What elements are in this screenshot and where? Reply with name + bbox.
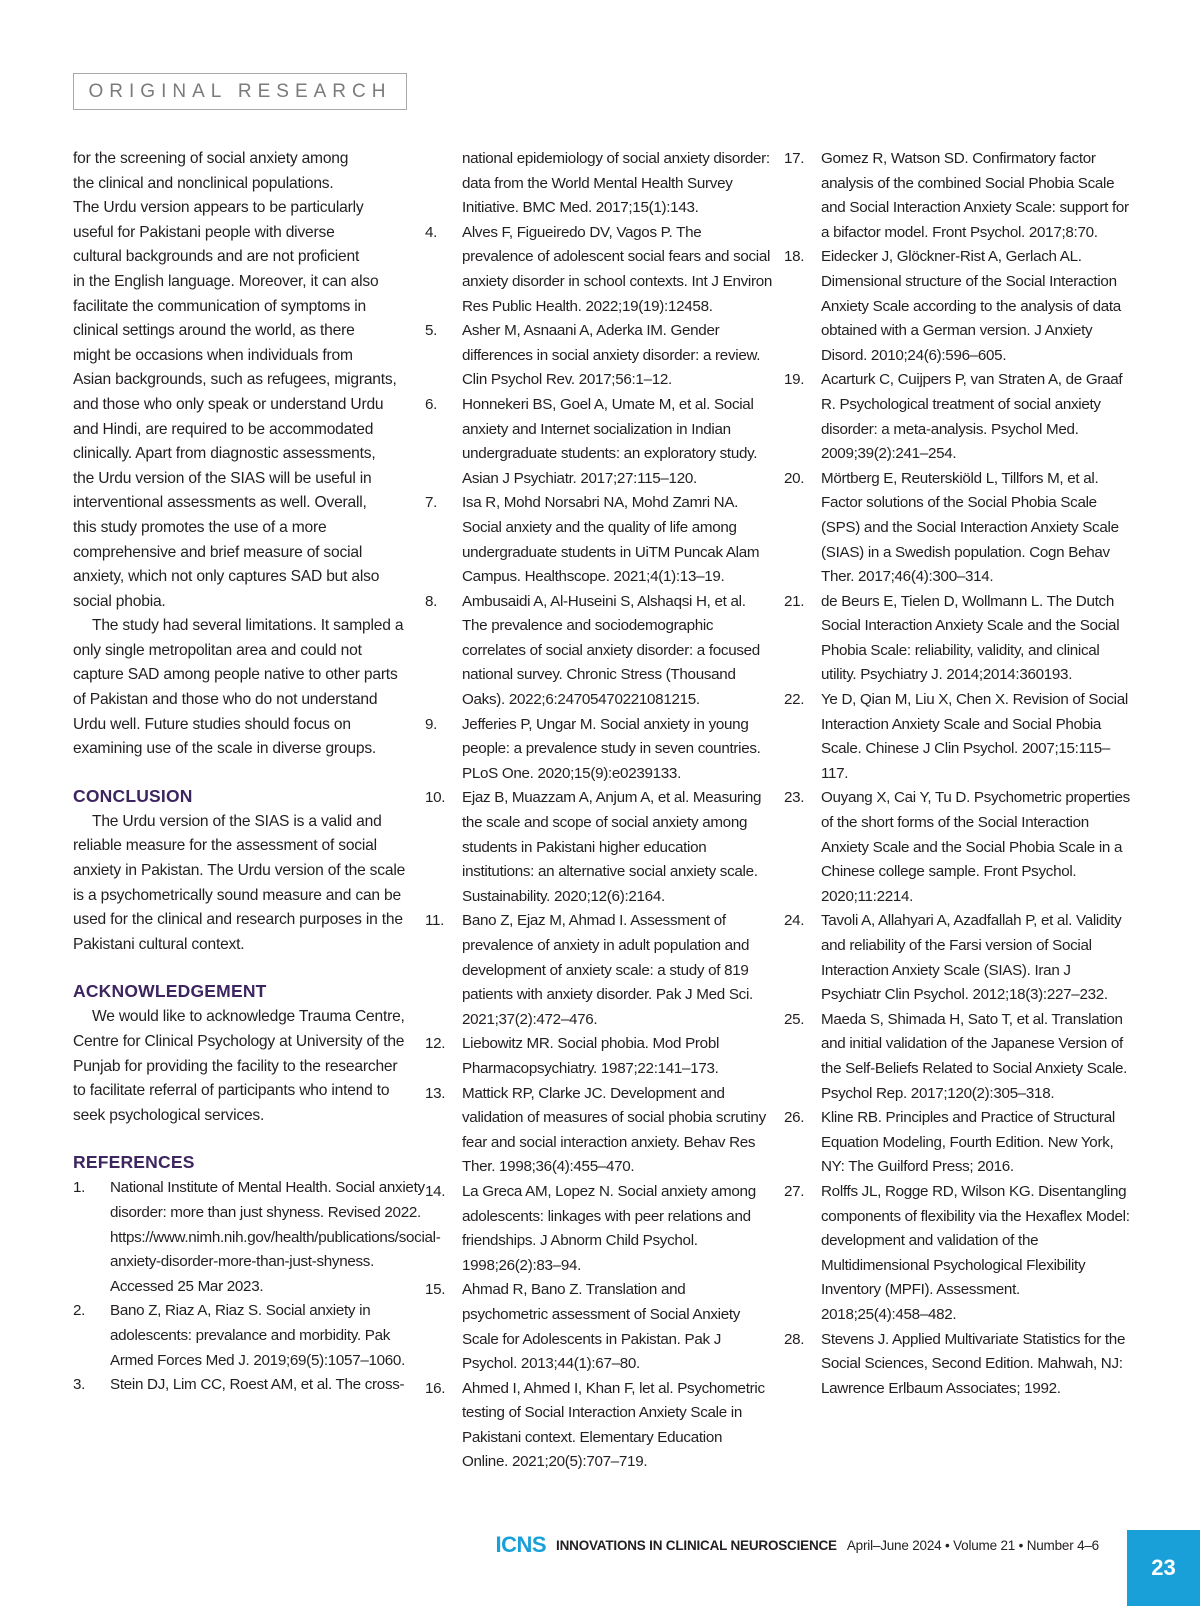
reference-text: National Institute of Mental Health. Social anxiety disorder: more than just shyness. Revised 2022. https://www.nimh.nih.gov/health/publications/social-anxiety-disorder-more-than-just-shyness. Accessed 25 Mar 2023.: [110, 1179, 441, 1295]
reference-number: 3.: [73, 1376, 86, 1394]
reference-text: La Greca AM, Lopez N. Social anxiety among adolescents: linkages with peer relations and friendships. J Abnorm Child Psychol. 1998;26(2):83–94.: [462, 1182, 756, 1274]
conclusion-paragraph: The Urdu version of the SIAS is a valid and reliable measure for the assessment of social anxiety in Pakistan. The Urdu version of the scale is a psychometrically sound measure and can be used for the clinical and research purposes in the Pakistani cultural context.: [73, 812, 406, 953]
limitations-paragraph: The study had several limitations. It sampled a only single metropolitan area and could not capture SAD among people native to other parts of Pakistan and those who do not understand Urdu well. Future studies should focus on examining use of the scale in diverse groups.: [73, 617, 404, 758]
reference-item: [425, 713, 772, 787]
reference-number: 13.: [425, 1084, 446, 1102]
section-label: ORIGINAL RESEARCH: [73, 73, 407, 110]
reference-number: 23.: [784, 789, 805, 807]
reference-text: Maeda S, Shimada H, Sato T, et al. Translation and initial validation of the Japanese Version of the Self-Beliefs Related to Social Anxiety Scale. Psychol Rep. 2017;120(2):305–318.: [821, 1010, 1128, 1102]
journal-name: INNOVATIONS IN CLINICAL NEUROSCIENCE: [556, 1537, 837, 1553]
reference-text: Gomez R, Watson SD. Confirmatory factor analysis of the combined Social Phobia Scale and Social Interaction Anxiety Scale: support for a bifactor model. Front Psychol. 2017;8:70.: [821, 150, 1129, 241]
reference-text: Alves F, Figueiredo DV, Vagos P. The prevalence of adolescent social fears and social anxiety disorder in school contexts. Int J Environ Res Public Health. 2022;19(19):12458.: [462, 223, 773, 315]
reference-number: 24.: [784, 912, 805, 930]
reference-text: Jefferies P, Ungar M. Social anxiety in young people: a prevalence study in seven countries. PLoS One. 2020;15(9):e0239133.: [462, 715, 761, 782]
reference-number: 6.: [425, 395, 438, 413]
reference-text: Stevens J. Applied Multivariate Statistics for the Social Sciences, Second Edition. Mahwah, NJ: Lawrence Erlbaum Associates; 1992.: [821, 1330, 1126, 1397]
reference-item: [425, 1180, 772, 1278]
reference-item: [425, 393, 772, 491]
reference-item: [784, 1106, 1130, 1180]
reference-number: 7.: [425, 494, 438, 512]
reference-number: 16.: [425, 1379, 446, 1397]
reference-text: Liebowitz MR. Social phobia. Mod Probl Pharmacopsychiatry. 1987;22:141–173.: [462, 1035, 720, 1077]
reference-number: 9.: [425, 715, 438, 733]
reference-text: Ouyang X, Cai Y, Tu D. Psychometric properties of the short forms of the Social Interaction Anxiety Scale and the Social Phobia Scale in a Chinese college sample. Front Psychol. 2020;11:2214.: [821, 789, 1130, 905]
reference-item: [784, 368, 1130, 466]
reference-text: national epidemiology of social anxiety disorder: data from the World Mental Health Survey Initiative. BMC Med. 2017;15(1):143.: [462, 150, 770, 217]
reference-text: Acarturk C, Cuijpers P, van Straten A, de Graaf R. Psychological treatment of social anxiety disorder: a meta-analysis. Psychol Med. 2009;39(2):241–254.: [821, 371, 1123, 463]
reference-number: 15.: [425, 1281, 446, 1299]
reference-number: 11.: [425, 912, 445, 930]
reference-item: [425, 786, 772, 909]
reference-number: 5.: [425, 322, 438, 340]
reference-item: [784, 467, 1130, 590]
conclusion-heading: CONCLUSION: [73, 785, 193, 806]
reference-text: Asher M, Asnaani A, Aderka IM. Gender differences in social anxiety disorder: a review. Clin Psychol Rev. 2017;56:1–12.: [462, 322, 761, 389]
reference-text: Ejaz B, Muazzam A, Anjum A, et al. Measuring the scale and scope of social anxiety among students in Pakistani higher education institutions: an alternative social anxiety scale. Sustainability. 2020;12(6):2164.: [462, 789, 762, 905]
reference-item: [73, 1299, 407, 1373]
reference-text: Mörtberg E, Reuterskiöld L, Tillfors M, et al. Factor solutions of the Social Phobia Scale (SPS) and the Social Interaction Anxiety Scale (SIAS) in a Swedish population. Cogn Behav Ther. 2017;46(4):300–314.: [821, 469, 1119, 586]
acknowledgement-heading: ACKNOWLEDGEMENT: [73, 981, 267, 1002]
reference-number: 18.: [784, 248, 805, 266]
reference-text: Ahmed I, Ahmed I, Khan F, let al. Psychometric testing of Social Interaction Anxiety Scale in Pakistani context. Elementary Education Online. 2021;20(5):707–719.: [462, 1379, 765, 1471]
reference-text: Ye D, Qian M, Liu X, Chen X. Revision of Social Interaction Anxiety Scale and Social Phobia Scale. Chinese J Clin Psychol. 2007;15:115–117.: [821, 691, 1128, 782]
reference-item: [784, 1008, 1130, 1106]
reference-number: 14.: [425, 1182, 446, 1200]
reference-item: [784, 1180, 1130, 1328]
reference-text: Isa R, Mohd Norsabri NA, Mohd Zamri NA. Social anxiety and the quality of life among undergraduate students in UiTM Puncak Alam Campus. Healthscope. 2021;4(1):13–19.: [462, 494, 760, 586]
reference-number: 26.: [784, 1109, 805, 1127]
reference-item: [425, 147, 772, 221]
reference-item: [784, 245, 1130, 368]
reference-number: 8.: [425, 592, 438, 610]
reference-text: Mattick RP, Clarke JC. Development and validation of measures of social phobia scrutiny fear and social interaction anxiety. Behav Res Ther. 1998;36(4):455–470.: [462, 1084, 766, 1176]
reference-item: [784, 909, 1130, 1007]
reference-number: 27.: [784, 1182, 805, 1200]
reference-text: Rolffs JL, Rogge RD, Wilson KG. Disentangling components of flexibility via the Hexaflex Model: development and validation of the Multidimensional Psychological Flexibility Inventory (MPFI). Assessment. 2018;25(4):458–482.: [821, 1182, 1130, 1323]
page-number: 23: [1127, 1530, 1200, 1606]
reference-number: 22.: [784, 691, 805, 709]
reference-item: [425, 1082, 772, 1180]
reference-item: [784, 590, 1130, 688]
journal-logo: ICNS: [495, 1532, 547, 1557]
reference-text: Bano Z, Riaz A, Riaz S. Social anxiety in adolescents: prevalance and morbidity. Pak Armed Forces Med J. 2019;69(5):1057–1060.: [110, 1302, 406, 1369]
reference-number: 10.: [425, 789, 446, 807]
reference-number: 4.: [425, 223, 438, 241]
reference-number: 1.: [73, 1179, 86, 1197]
reference-list-part-3: [784, 147, 1130, 1401]
reference-text: Kline RB. Principles and Practice of Structural Equation Modeling, Fourth Edition. New York, NY: The Guilford Press; 2016.: [821, 1109, 1116, 1176]
discussion-text: for the screening of social anxiety among the clinical and nonclinical populations. The Urdu version appears to be particularly useful for Pakistani people with diverse cultural backgrounds and are not proficient in the English language. Moreover, it can also facilitate the communication of symptoms in clinical settings around the world, as there might be occasions when individuals from Asian backgrounds, such as refugees, migrants, and those who only speak or understand Urdu and Hindi, are required to be accommodated clinically. Apart from diagnostic assessments, the Urdu version of the SIAS will be useful in interventional assessments as well. Overall, this study promotes the use of a more comprehensive and brief measure of social anxiety, which not only captures SAD but also social phobia.: [73, 150, 397, 610]
reference-item: [784, 147, 1130, 245]
reference-item: [425, 221, 772, 319]
reference-number: 21.: [784, 592, 805, 610]
reference-item: [425, 491, 772, 589]
reference-text: de Beurs E, Tielen D, Wollmann L. The Dutch Social Interaction Anxiety Scale and the Social Phobia Scale: reliability, validity, and clinical utility. Psychiatry J. 2014;2014:360193.: [821, 592, 1120, 684]
reference-text: Ahmad R, Bano Z. Translation and psychometric assessment of Social Anxiety Scale for Adolescents in Pakistan. Pak J Psychol. 2013;44(1):67–80.: [462, 1281, 741, 1373]
reference-number: 19.: [784, 371, 805, 389]
reference-item: [425, 319, 772, 393]
reference-item: [425, 909, 772, 1032]
reference-text: Ambusaidi A, Al-Huseini S, Alshaqsi H, et al. The prevalence and sociodemographic correlates of social anxiety disorder: a focused national survey. Chronic Stress (Thousand Oaks). 2022;6:24705470221081215.: [462, 592, 760, 709]
reference-item: [425, 1032, 772, 1081]
reference-list-part-2: [425, 147, 772, 1475]
reference-item: [73, 1373, 407, 1398]
reference-number: 17.: [784, 150, 805, 167]
references-heading: REFERENCES: [73, 1152, 195, 1173]
reference-item: [425, 1278, 772, 1376]
reference-item: [784, 786, 1130, 909]
issue-info: April–June 2024 • Volume 21 • Number 4–6: [846, 1537, 1099, 1553]
reference-number: 20.: [784, 469, 805, 487]
reference-text: Eidecker J, Glöckner-Rist A, Gerlach AL. Dimensional structure of the Social Interaction Anxiety Scale according to the analysis of data obtained with a German version. J Anxiety Disord. 2010;24(6):596–605.: [821, 248, 1121, 364]
reference-number: 28.: [784, 1330, 805, 1348]
reference-number: 25.: [784, 1010, 805, 1028]
reference-text: Honnekeri BS, Goel A, Umate M, et al. Social anxiety and Internet socialization in Indian undergraduate students: an exploratory study. Asian J Psychiatr. 2017;27:115–120.: [462, 395, 758, 487]
reference-text: Bano Z, Ejaz M, Ahmad I. Assessment of prevalence of anxiety in adult population and development of anxiety scale: a study of 819 patients with anxiety disorder. Pak J Med Sci. 2021;37(2):472–476.: [462, 912, 753, 1028]
reference-number: 12.: [425, 1035, 446, 1053]
acknowledgement-paragraph: We would like to acknowledge Trauma Centre, Centre for Clinical Psychology at University of the Punjab for providing the facility to the researcher to facilitate referral of participants who intend to seek psychological services.: [73, 1008, 405, 1124]
reference-text: Stein DJ, Lim CC, Roest AM, et al. The cross-: [110, 1376, 405, 1394]
reference-item: [425, 590, 772, 713]
reference-text: Tavoli A, Allahyari A, Azadfallah P, et al. Validity and reliability of the Farsi version of Social Interaction Anxiety Scale (SIAS). Iran J Psychiatr Clin Psychol. 2012;18(3):227–232.: [821, 912, 1122, 1004]
page-footer: [0, 1530, 1127, 1560]
reference-item: [784, 688, 1130, 786]
reference-item: [425, 1377, 772, 1475]
reference-number: 2.: [73, 1302, 86, 1320]
reference-item: [784, 1328, 1130, 1402]
